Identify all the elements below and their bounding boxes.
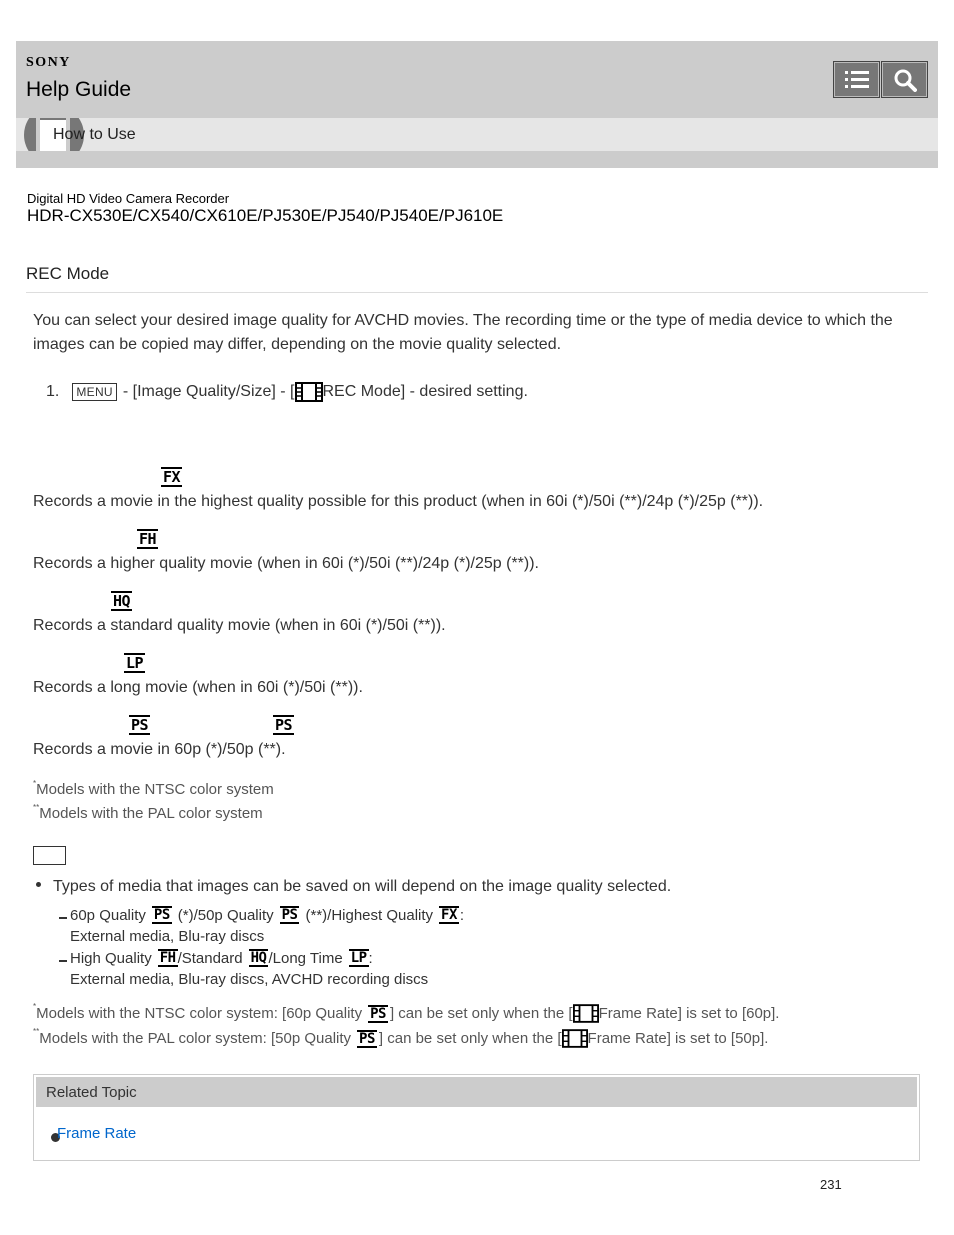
setting-desc-ps: Records a movie in 60p (*)/50p (**). [33, 741, 286, 758]
note-sub-item-2-media: External media, Blu-ray discs, AVCHD recording discs [70, 971, 429, 988]
footnote2-pal: ** Models with the PAL color system: [50p Quality PS ] can be set only when the [ Frame Rate] is set to [50p]. [33, 1027, 769, 1047]
toc-button[interactable] [833, 61, 880, 98]
fx-quality-icon: FX [163, 468, 181, 486]
footnote-pal: **Models with the PAL color system [33, 803, 263, 822]
ps-quality-icon: PS [131, 716, 149, 734]
breadcrumb-how-to-use[interactable]: How to Use [53, 126, 136, 143]
setting-desc-fx: Records a movie in the highest quality possible for this product (when in 60i (*)/50i (**)/24p (*)/25p (**)). [33, 493, 764, 510]
movie-film-icon [562, 1029, 588, 1048]
step-number: 1. [46, 383, 60, 400]
related-topic-title: Related Topic [46, 1084, 137, 1101]
footnote-ntsc: *Models with the NTSC color system [33, 779, 274, 798]
related-topic-header [36, 1077, 917, 1107]
page-number: 231 [820, 1177, 842, 1192]
fh-quality-icon: FH [159, 950, 176, 966]
list-icon [844, 69, 870, 91]
related-topic-panel [33, 1074, 920, 1161]
note-label-box [33, 846, 66, 865]
search-icon [893, 68, 917, 92]
page-title: REC Mode [26, 264, 110, 283]
related-link-frame-rate[interactable]: Frame Rate [57, 1125, 137, 1142]
step-1 [46, 382, 528, 402]
subnav-bar [16, 118, 938, 151]
setting-desc-fh: Records a higher quality movie (when in 60i (*)/50i (**)/24p (*)/25p (**)). [33, 555, 539, 572]
search-button[interactable] [881, 61, 928, 98]
movie-film-icon [573, 1004, 599, 1023]
ps-quality-icon: PS [281, 907, 298, 923]
note-sub-item-1: 60p Quality PS (*)/50p Quality PS (**)/Highest Quality FX : [59, 906, 464, 924]
dash-marker [59, 960, 67, 962]
step-text-b: REC Mode] - desired setting. [322, 383, 528, 400]
footnote2-ntsc: * Models with the NTSC color system: [60p Quality PS ] can be set only when the [ Frame Rate] is set to [60p]. [33, 1002, 780, 1022]
ps-quality-icon: PS [370, 1005, 386, 1022]
header-bar [16, 41, 938, 168]
setting-desc-lp: Records a long movie (when in 60i (*)/50i (**)). [33, 679, 363, 696]
hq-quality-icon: HQ [113, 592, 131, 610]
sony-logo: SONY [26, 55, 71, 70]
movie-film-icon [295, 382, 323, 402]
product-models: HDR-CX530E/CX540/CX610E/PJ530E/PJ540/PJ540E/PJ610E [27, 206, 504, 225]
note-sub-item-1-media: External media, Blu-ray discs [70, 928, 265, 945]
fx-quality-icon: FX [441, 907, 457, 923]
menu-icon: MENU [72, 383, 117, 401]
step-text-a: - [Image Quality/Size] - [ [122, 383, 295, 400]
note-sub-item-2: High Quality FH /Standard HQ /Long Time LP : [59, 949, 373, 967]
title-divider [26, 292, 928, 293]
note-bullet: Types of media that images can be saved on will depend on the image quality selected. [36, 878, 671, 896]
lp-quality-icon: LP [126, 654, 144, 672]
bullet-dot [36, 882, 41, 887]
ps-quality-icon: PS [153, 907, 170, 923]
dash-marker [59, 917, 67, 919]
ps-quality-icon: PS [275, 716, 293, 734]
intro-text: You can select your desired image quality for AVCHD movies. The recording time or the type of media device to which the images can be copied may differ, depending on the movie quality selected. [33, 312, 893, 353]
ps-quality-icon: PS [359, 1030, 375, 1047]
hq-quality-icon: HQ [250, 950, 267, 966]
help-guide-title: Help Guide [26, 78, 132, 101]
lp-quality-icon: LP [350, 950, 367, 966]
fh-quality-icon: FH [139, 530, 157, 548]
setting-desc-hq: Records a standard quality movie (when in 60i (*)/50i (**)). [33, 617, 446, 634]
product-category: Digital HD Video Camera Recorder [27, 191, 230, 206]
